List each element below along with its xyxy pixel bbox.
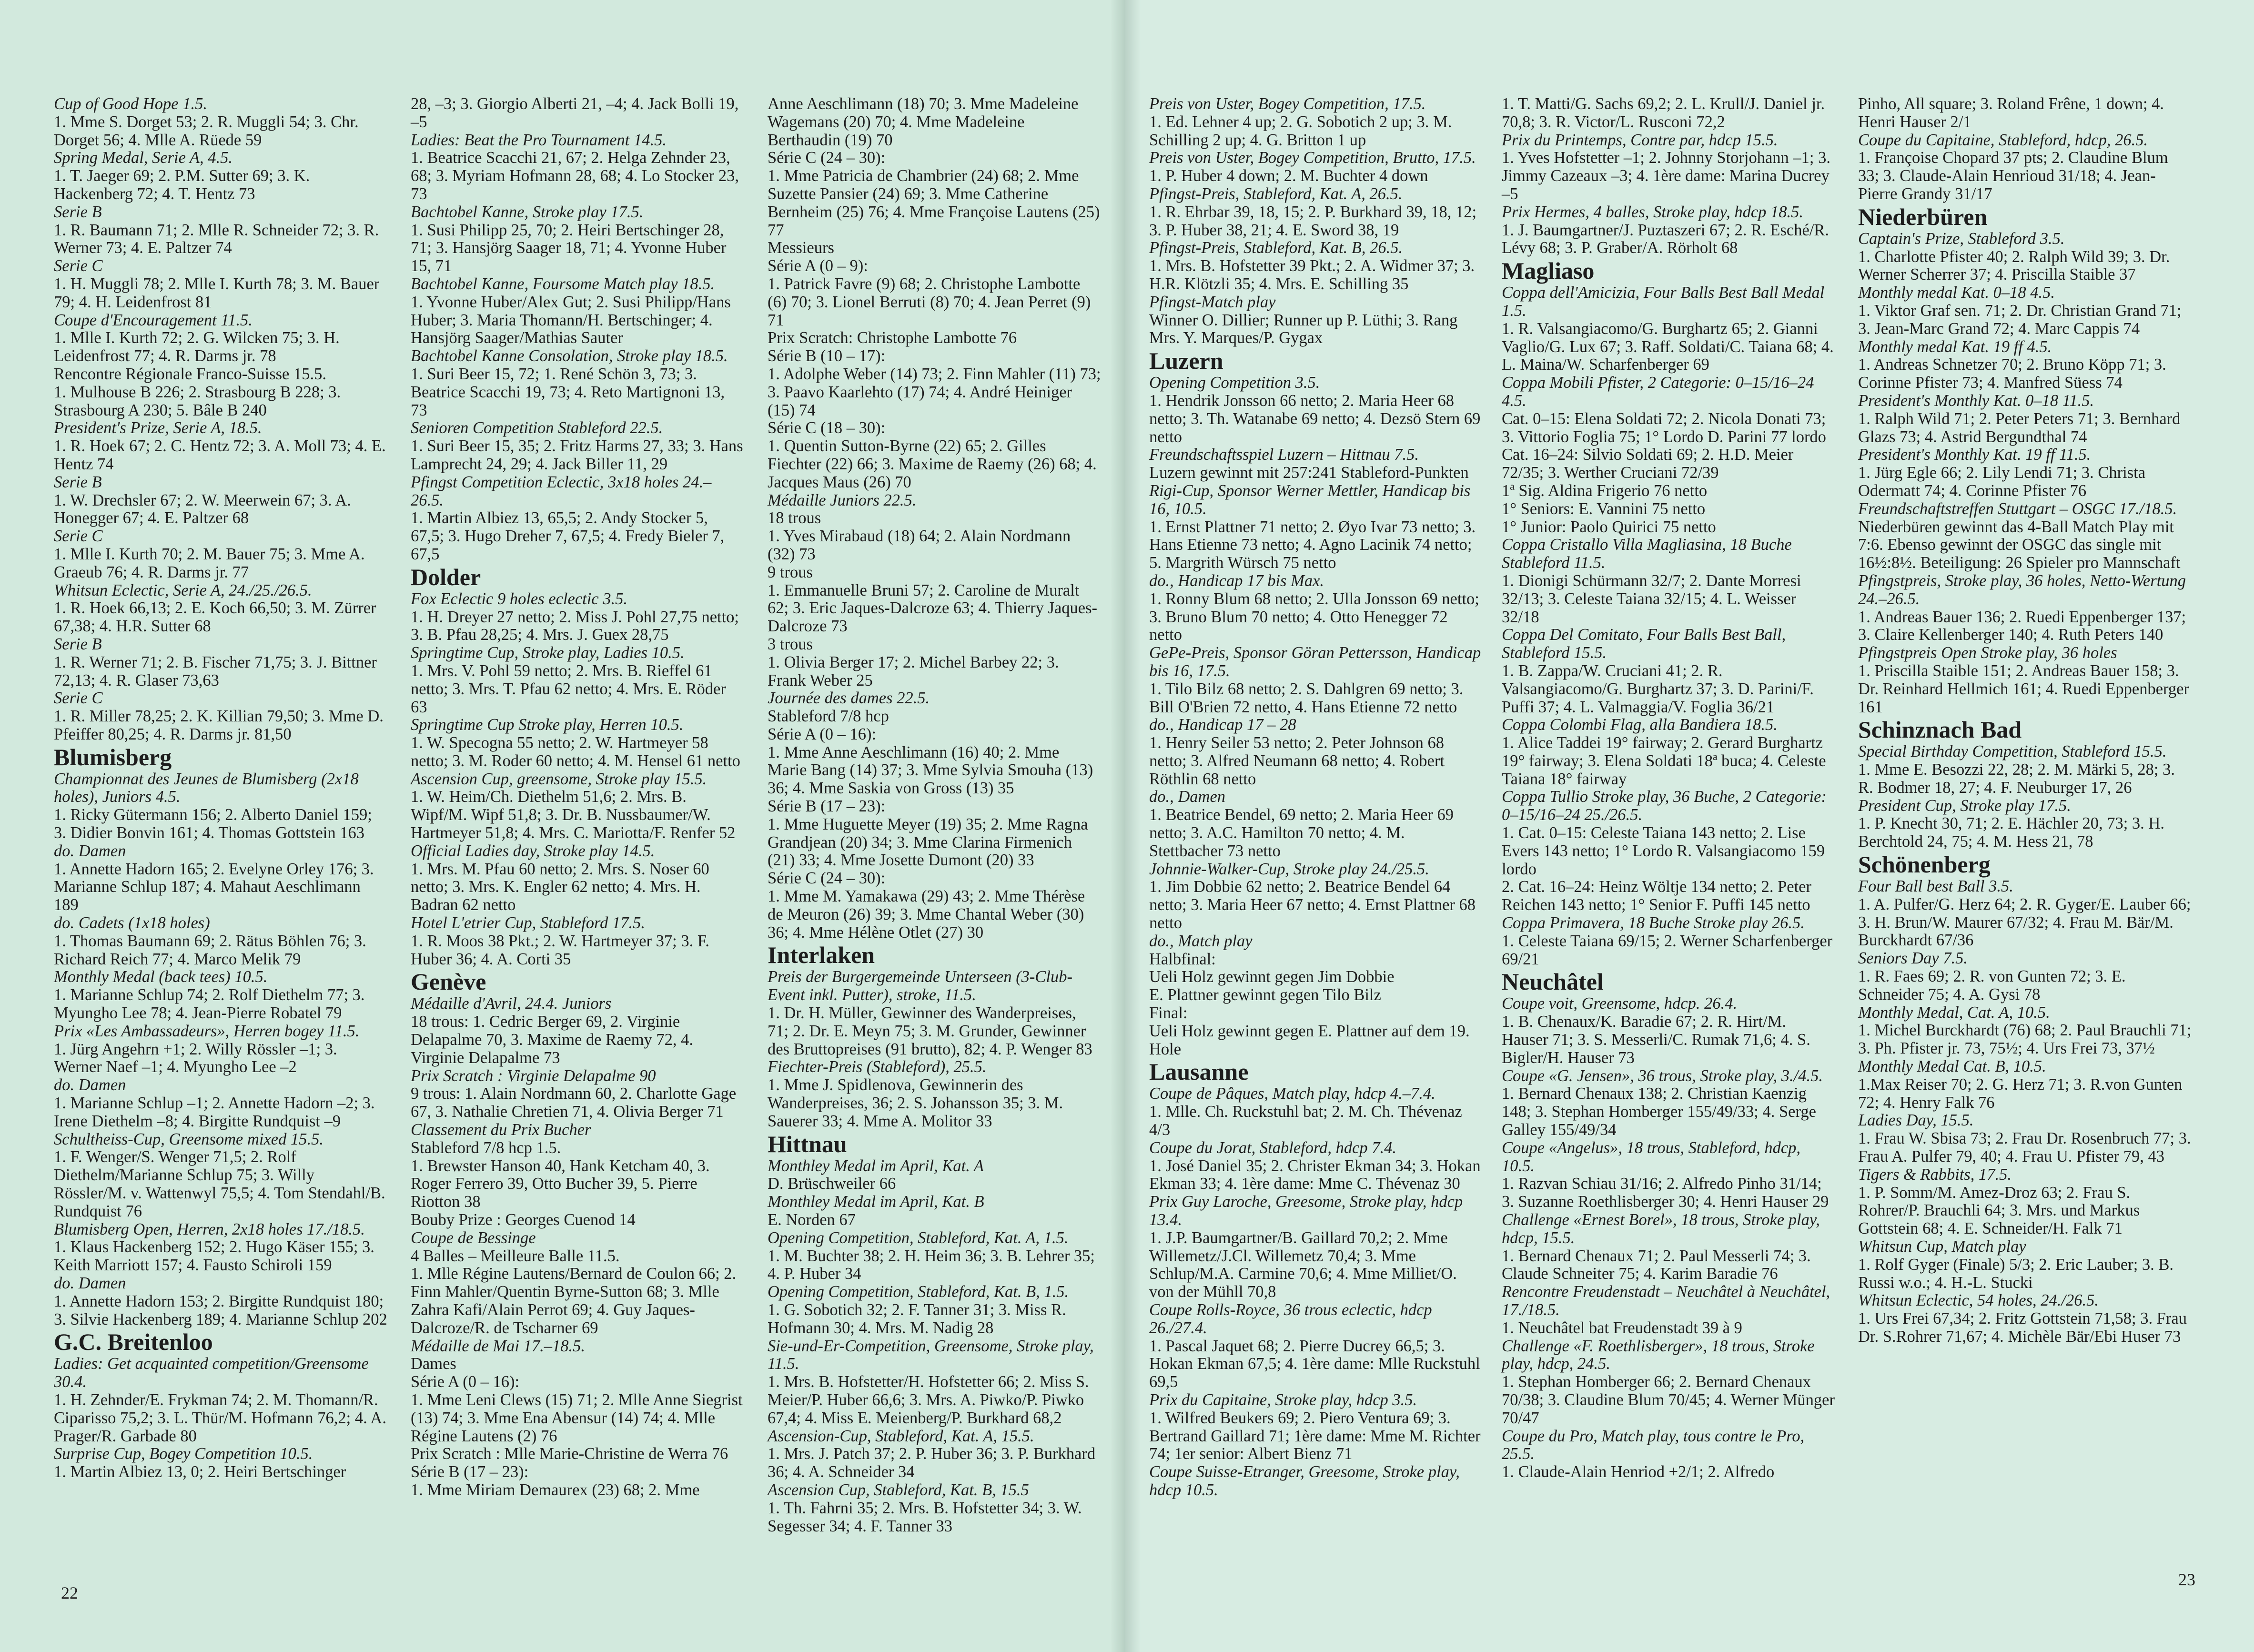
competition-title: Captain's Prize, Stableford 3.5. [1858, 229, 2065, 248]
competition-title: President Cup, Stroke play 17.5. [1858, 796, 2071, 815]
result-text: 1. Mlle I. Kurth 70; 2. M. Bauer 75; 3. Mme A. Graeub 76; 4. R. Darms jr. 77 [54, 545, 365, 581]
club-heading: Niederbüren [1858, 203, 1988, 230]
result-text: Final: [1149, 1004, 1188, 1023]
result-text: 1. Stephan Homberger 66; 2. Bernard Chenaux 70/38; 3. Claudine Blum 70/45; 4. Werner Münger 70/47 [1502, 1373, 1835, 1427]
competition-title: Coupe Suisse-Etranger, Greesome, Stroke play, hdcp 10.5. [1149, 1463, 1460, 1499]
result-text: 9 trous [768, 563, 813, 581]
competition-title: Fiechter-Preis (Stableford), 25.5. [768, 1058, 987, 1076]
competition-title: Monthly Medal Cat. B, 10.5. [1858, 1057, 2046, 1076]
competition-title: Coppa Cristallo Villa Magliasina, 18 Buche Stableford 11.5. [1502, 536, 1792, 572]
result-text: Série B (17 – 23): [768, 797, 886, 816]
result-text: 1° Junior: Paolo Quirici 75 netto [1502, 517, 1716, 536]
competition-title: do., Match play [1149, 932, 1253, 950]
competition-title: Rigi-Cup, Sponsor Werner Mettler, Handicap bis 16, 10.5. [1149, 481, 1471, 518]
result-text: 1. Brewster Hanson 40, Hank Ketcham 40, 3. Roger Ferrero 39, Otto Bucher 39, 5. Pierre Riotton 38 [411, 1156, 710, 1211]
result-text: 1. Jürg Egle 66; 2. Lily Lendi 71; 3. Christa Odermatt 74; 4. Corinne Pfister 76 [1858, 464, 2146, 500]
competition-title: Coppa Del Comitato, Four Balls Best Ball, Stableford 15.5. [1502, 626, 1786, 662]
result-text: 1. Rolf Gyger (Finale) 5/3; 2. Eric Lauber; 3. B. Russi w.o.; 4. H.-L. Stucki [1858, 1255, 2174, 1292]
result-text: 1ª Sig. Aldina Frigerio 76 netto [1502, 481, 1708, 500]
result-text: 1. Yves Hofstetter –1; 2. Johnny Storjohann –1; 3. Jimmy Cazeaux –3; 4. 1ère dame: Marina Ducrey –5 [1502, 149, 1830, 203]
result-text: 1. Jürg Angehrn +1; 2. Willy Rössler –1; 3. Werner Naef –1; 4. Myungho Lee –2 [54, 1040, 337, 1076]
competition-title: Monthly Medal (back tees) 10.5. [54, 968, 268, 986]
competition-title: Four Ball best Ball 3.5. [1858, 877, 2013, 896]
competition-title: Prix «Les Ambassadeurs», Herren bogey 11.5. [54, 1022, 360, 1040]
result-text: 4 Balles – Meilleure Balle 11.5. [411, 1247, 620, 1265]
result-text: 18 trous: 1. Cedric Berger 69, 2. Virginie Delapalme 70, 3. Maxime de Raemy 72, 4. Virginie Delapalme 73 [411, 1013, 694, 1067]
result-text: Winner O. Dillier; Runner up P. Lüthi; 3. Rang Mrs. Y. Marques/P. Gygax [1149, 311, 1458, 347]
result-text: Stableford 7/8 hcp 1.5. [411, 1138, 561, 1157]
result-text: Cat. 0–15: Elena Soldati 72; 2. Nicola Donati 73; 3. Vittorio Foglia 75; 1° Lordo D. Parini 77 lordo [1502, 409, 1826, 446]
competition-title: Coupe du Jorat, Stableford, hdcp 7.4. [1149, 1138, 1397, 1157]
result-text: Série B (17 – 23): [411, 1463, 529, 1481]
competition-title: Springtime Cup Stroke play, Herren 10.5. [411, 716, 684, 734]
club-heading: Hittnau [768, 1130, 847, 1157]
result-text: 1. Wilfred Beukers 69; 2. Piero Ventura 69; 3. Bertrand Gaillard 71; 1ère dame: Mme M. Richter 74; 1er senior: Albert Bienz 71 [1149, 1409, 1481, 1463]
competition-title: Opening Competition, Stableford, Kat. B, 1.5. [768, 1283, 1069, 1301]
result-text: 1. Beatrice Scacchi 21, 67; 2. Helga Zehnder 23, 68; 3. Myriam Hofmann 28, 68; 4. Lo Stocker 23, 73 [411, 149, 739, 203]
result-text: 1. Bernard Chenaux 138; 2. Christian Kaenzig 148; 3. Stephan Homberger 155/49/33; 4. Serge Galley 155/49/34 [1502, 1084, 1816, 1139]
club-heading: Schinznach Bad [1858, 716, 2022, 743]
result-text: E. Norden 67 [768, 1211, 856, 1229]
competition-title: Schultheiss-Cup, Greensome mixed 15.5. [54, 1130, 323, 1148]
competition-title: Cup of Good Hope 1.5. [54, 95, 207, 113]
result-text: 28, –3; 3. Giorgio Alberti 21, –4; 4. Jack Bolli 19, –5 [411, 95, 739, 131]
result-text: 1. T. Jaeger 69; 2. P.M. Sutter 69; 3. K. Hackenberg 72; 4. T. Hentz 73 [54, 167, 310, 203]
competition-title: Bachtobel Kanne Consolation, Stroke play 18.5. [411, 347, 728, 365]
result-text: 1. R. Miller 78,25; 2. K. Killian 79,50; 3. Mme D. Pfeiffer 80,25; 4. R. Darms jr. 81,50 [54, 707, 384, 743]
result-text: 1. Ralph Wild 71; 2. Peter Peters 71; 3. Bernhard Glazs 73; 4. Astrid Bergundthal 74 [1858, 409, 2181, 446]
competition-title: Journée des dames 22.5. [768, 689, 930, 708]
result-text: 1. P. Huber 4 down; 2. M. Buchter 4 down [1149, 167, 1428, 185]
result-text: 1. R. Hoek 67; 2. C. Hentz 72; 3. A. Moll 73; 4. E. Hentz 74 [54, 437, 386, 473]
result-text: 1. Dr. H. Müller, Gewinner des Wanderpreises, 71; 2. Dr. E. Meyn 75; 3. M. Grunder, Gewinner des Bruttopreises (91 brutto), 82; 4. P. Wenger 83 [768, 1004, 1092, 1058]
competition-title: Prix du Capitaine, Stroke play, hdcp 3.5. [1149, 1390, 1417, 1409]
competition-title: Monthly medal Kat. 19 ff 4.5. [1858, 337, 2052, 356]
competition-title: Coupe Rolls-Royce, 36 trous eclectic, hdcp 26./27.4. [1149, 1301, 1432, 1337]
competition-title: Rencontre Freudenstadt – Neuchâtel à Neuchâtel, 17./18.5. [1502, 1283, 1830, 1319]
result-text: 1. R. Faes 69; 2. R. von Gunten 72; 3. E. Schneider 75; 4. A. Gysi 78 [1858, 967, 2126, 1003]
competition-title: Coupe du Capitaine, Stableford, hdcp, 26.5. [1858, 131, 2148, 149]
result-text: 1. R. Valsangiacomo/G. Burghartz 65; 2. Gianni Vaglio/G. Lux 67; 3. Raff. Soldati/C. Taiana 68; 4. L. Maina/W. Scharfenberger 69 [1502, 319, 1834, 374]
result-text: 1. Dionigi Schürmann 32/7; 2. Dante Morresi 32/13; 3. Celeste Taiana 32/15; 4. L. Weisser 32/18 [1502, 571, 1801, 626]
competition-title: Prix Hermes, 4 balles, Stroke play, hdcp 18.5. [1502, 203, 1804, 221]
result-text: 1. Beatrice Bendel, 69 netto; 2. Maria Heer 69 netto; 3. A.C. Hamilton 70 netto; 4. M. Stettbacher 73 netto [1149, 806, 1454, 860]
result-text: 1. F. Wenger/S. Wenger 71,5; 2. Rolf Diethelm/Marianne Schlup 75; 3. Willy Rössler/M. v. Wattenwyl 75,5; 4. Tom Stendahl/B. Rundquist 76 [54, 1148, 385, 1220]
result-text: 1. T. Matti/G. Sachs 69,2; 2. L. Krull/J. Daniel jr. 70,8; 3. R. Victor/L. Rusconi 72,2 [1502, 95, 1825, 131]
competition-title: Hotel L'etrier Cup, Stableford 17.5. [411, 914, 645, 932]
competition-title: Monthley Medal im April, Kat. A [768, 1156, 984, 1175]
competition-title: President's Monthly Kat. 0–18 11.5. [1858, 391, 2094, 410]
result-text: 1. R. Werner 71; 2. B. Fischer 71,75; 3. J. Bittner 72,13; 4. R. Glaser 73,63 [54, 653, 377, 689]
result-text: 1. Olivia Berger 17; 2. Michel Barbey 22; 3. Frank Weber 25 [768, 653, 1059, 689]
result-text: 1. Martin Albiez 13, 0; 2. Heiri Bertschinger [54, 1463, 346, 1481]
club-heading: Interlaken [768, 942, 875, 969]
result-text: 1. Alice Taddei 19° fairway; 2. Gerard Burghartz 19° fairway; 3. Elena Soldati 18ª buca; 4. Celeste Taiana 18° fairway [1502, 734, 1826, 788]
competition-title: Sie-und-Er-Competition, Greensome, Stroke play, 11.5. [768, 1337, 1094, 1373]
club-heading: Schönenberg [1858, 851, 1991, 878]
result-text: Prix Scratch : Mlle Marie-Christine de Werra 76 [411, 1445, 728, 1463]
result-text: 1. Ed. Lehner 4 up; 2. G. Sobotich 2 up; 3. M. Schilling 2 up; 4. G. Britton 1 up [1149, 112, 1452, 149]
competition-title: Fox Eclectic 9 holes eclectic 3.5. [411, 589, 627, 608]
result-text: 1. Mme J. Spidlenova, Gewinnerin des Wanderpreises, 36; 2. S. Johansson 35; 3. M. Sauerer 33; 4. Mme A. Molitor 33 [768, 1076, 1063, 1130]
text-column-1 [54, 95, 387, 1481]
result-text: 1. Mme E. Besozzi 22, 28; 2. M. Märki 5, 28; 3. R. Bodmer 18, 27; 4. F. Neuburger 17, 26 [1858, 760, 2175, 797]
club-heading: Neuchâtel [1502, 968, 1604, 995]
competition-title: Bachtobel Kanne, Stroke play 17.5. [411, 203, 644, 221]
competition-title: Whitsun Eclectic, 54 holes, 24./26.5. [1858, 1291, 2099, 1310]
result-text: 2. Cat. 16–24: Heinz Wöltje 134 netto; 2. Peter Reichen 143 netto; 1° Senior F. Puffi 145 netto [1502, 878, 1811, 914]
competition-title: Opening Competition 3.5. [1149, 374, 1320, 392]
result-text: 1. Celeste Taiana 69/15; 2. Werner Scharfenberger 69/21 [1502, 932, 1833, 968]
result-text: 1. Razvan Schiau 31/16; 2. Alfredo Pinho 31/14; 3. Suzanne Roethlisberger 30; 4. Henri Hauser 29 [1502, 1175, 1829, 1211]
competition-title: Serie B [54, 203, 102, 221]
result-text: 1. Claude-Alain Henriod +2/1; 2. Alfredo [1502, 1463, 1775, 1481]
result-text: 1. Urs Frei 67,34; 2. Fritz Gottstein 71,58; 3. Frau Dr. S.Rohrer 71,67; 4. Michèle Bär/Ebi Huser 73 [1858, 1309, 2187, 1346]
competition-title: Special Birthday Competition, Stableford 15.5. [1858, 742, 2167, 761]
result-text: E. Plattner gewinnt gegen Tilo Bilz [1149, 986, 1381, 1004]
competition-title: do. Damen [54, 1274, 126, 1292]
text-column-3 [768, 95, 1101, 1535]
result-text: 1. B. Zappa/W. Cruciani 41; 2. R. Valsangiacomo/G. Burghartz 37; 3. D. Parini/F. Puffi 37; 4. L. Valmaggia/V. Foglia 36/21 [1502, 661, 1814, 716]
result-text: 1. Th. Fahrni 35; 2. Mrs. B. Hofstetter 34; 3. W. Segesser 34; 4. F. Tanner 33 [768, 1499, 1082, 1535]
result-text: Pinho, All square; 3. Roland Frêne, 1 down; 4. Henri Hauser 2/1 [1858, 95, 2164, 131]
result-text: 1. J.P. Baumgartner/B. Gaillard 70,2; 2. Mme Willemetz/J.Cl. Willemetz 70,4; 3. Mme Schlup/M.A. Carmine 70,6; 4. Mme Milliet/O. von der Mühll 70,8 [1149, 1228, 1457, 1301]
result-text: 1. Martin Albiez 13, 65,5; 2. Andy Stocker 5, 67,5; 3. Hugo Dreher 7, 67,5; 4. Fredy Bieler 7, 67,5 [411, 509, 725, 563]
result-text: 1. Mlle. Ch. Ruckstuhl bat; 2. M. Ch. Thévenaz 4/3 [1149, 1103, 1462, 1139]
result-text: 1. Mlle I. Kurth 72; 2. G. Wilcken 75; 3. H. Leidenfrost 77; 4. R. Darms jr. 78 [54, 329, 340, 365]
result-text: 1. Ronny Blum 68 netto; 2. Ulla Jonsson 69 netto; 3. Bruno Blum 70 netto; 4. Otto Henegger 72 netto [1149, 589, 1479, 644]
result-text: 1. Mrs. V. Pohl 59 netto; 2. Mrs. B. Rieffel 61 netto; 3. Mrs. T. Pfau 62 netto; 4. Mrs. E. Röder 63 [411, 661, 726, 716]
competition-title: do. Cadets (1x18 holes) [54, 914, 210, 932]
text-column-2 [411, 95, 744, 1500]
competition-title: Challenge «F. Roethlisberger», 18 trous, Stroke play, hdcp, 24.5. [1502, 1337, 1815, 1373]
result-text: 1. Adolphe Weber (14) 73; 2. Finn Mahler (11) 73; 3. Paavo Kaarlehto (17) 74; 4. André Heiniger (15) 74 [768, 365, 1101, 419]
competition-title: President's Prize, Serie A, 18.5. [54, 419, 262, 437]
result-text: Halbfinal: [1149, 950, 1216, 968]
result-text: Messieurs [768, 239, 834, 257]
competition-title: Pfingstpreis Open Stroke play, 36 holes [1858, 644, 2117, 662]
result-text: 1. Annette Hadorn 165; 2. Evelyne Orley 176; 3. Marianne Schlup 187; 4. Mahaut Aeschlimann 189 [54, 860, 374, 914]
competition-title: Coupe voit, Greensome, hdcp. 26.4. [1502, 994, 1738, 1013]
result-text: 1. R. Hoek 66,13; 2. E. Koch 66,50; 3. M. Zürrer 67,38; 4. H.R. Sutter 68 [54, 599, 376, 636]
competition-title: Serie B [54, 473, 102, 491]
result-text: 1. Patrick Favre (9) 68; 2. Christophe Lambotte (6) 70; 3. Lionel Berruti (8) 70; 4. Jean Perret (9) 71 [768, 274, 1091, 329]
competition-title: Springtime Cup, Stroke play, Ladies 10.5. [411, 644, 685, 662]
result-text: 1. M. Buchter 38; 2. H. Heim 36; 3. B. Lehrer 35; 4. P. Huber 34 [768, 1247, 1095, 1283]
club-heading: G.C. Breitenloo [54, 1328, 213, 1356]
competition-title: Coppa dell'Amicizia, Four Balls Best Ball Medal 1.5. [1502, 284, 1825, 320]
result-text: 1. W. Specogna 55 netto; 2. W. Hartmeyer 58 netto; 3. M. Roder 60 netto; 4. M. Hensel 61 netto [411, 734, 740, 770]
text-column-6 [1858, 95, 2192, 1346]
result-text: 1. P. Somm/M. Amez-Droz 63; 2. Frau S. Rohrer/P. Brauchli 64; 3. Mrs. und Markus Gottstein 68; 4. E. Schneider/H. Falk 71 [1858, 1183, 2140, 1238]
result-text: 1. H. Zehnder/E. Frykman 74; 2. M. Thomann/R. Ciparisso 75,2; 3. L. Thür/M. Hofmann 76,2; 4. A. Prager/R. Garbade 80 [54, 1390, 386, 1445]
result-text: 1. Mme Patricia de Chambrier (24) 68; 2. Mme Suzette Pansier (24) 69; 3. Mme Catherine Bernheim (25) 76; 4. Mme Françoise Lautens (25) 77 [768, 167, 1100, 239]
result-text: 1. Mlle Régine Lautens/Bernard de Coulon 66; 2. Finn Mahler/Quentin Byrne-Sutton 68; 3. Mlle Zahra Kafi/Alain Perrot 69; 4. Guy Jaques-Dalcroze/R. de Tscharner 69 [411, 1265, 737, 1337]
result-text: 1. Marianne Schlup 74; 2. Rolf Diethelm 77; 3. Myungho Lee 78; 4. Jean-Pierre Robatel 79 [54, 986, 365, 1023]
competition-title: President's Monthly Kat. 19 ff 11.5. [1858, 446, 2091, 464]
page-number-right: 23 [2178, 1570, 2195, 1589]
competition-title: Freundschaftsspiel Luzern – Hittnau 7.5. [1149, 446, 1419, 464]
competition-title: do., Handicap 17 bis Max. [1149, 571, 1324, 590]
competition-title: Coupe «Angelus», 18 trous, Stableford, hdcp, 10.5. [1502, 1138, 1801, 1175]
competition-title: Preis von Uster, Bogey Competition, Brutto, 17.5. [1149, 149, 1476, 167]
result-text: Bouby Prize : Georges Cuenod 14 [411, 1211, 636, 1229]
result-text: 1. Bernard Chenaux 71; 2. Paul Messerli 74; 3. Claude Schneiter 75; 4. Karim Baradie 76 [1502, 1247, 1811, 1283]
result-text: 1. Charlotte Pfister 40; 2. Ralph Wild 39; 3. Dr. Werner Scherrer 37; 4. Priscilla Staible 37 [1858, 247, 2170, 284]
result-text: 1. Mme Anne Aeschlimann (16) 40; 2. Mme Marie Bang (14) 37; 3. Mme Sylvia Smouha (13) 36; 4. Mme Saskia von Gross (13) 35 [768, 743, 1093, 798]
result-text: 1. H. Dreyer 27 netto; 2. Miss J. Pohl 27,75 netto; 3. B. Pfau 28,25; 4. Mrs. J. Guex 28,75 [411, 608, 739, 644]
page-number-left: 22 [61, 1583, 78, 1602]
competition-title: Senioren Competition Stableford 22.5. [411, 419, 663, 437]
competition-title: Pfingst Competition Eclectic, 3x18 holes 24.–26.5. [411, 473, 712, 509]
result-text: D. Brüschweiler 66 [768, 1175, 896, 1193]
result-text: 1. Klaus Hackenberg 152; 2. Hugo Käser 155; 3. Keith Marriott 157; 4. Fausto Schiroli 159 [54, 1238, 374, 1275]
result-text: 1. Mrs. M. Pfau 60 netto; 2. Mrs. S. Noser 60 netto; 3. Mrs. K. Engler 62 netto; 4. Mrs. H. Badran 62 netto [411, 860, 709, 914]
result-text: Prix Scratch: Christophe Lambotte 76 [768, 329, 1017, 347]
result-text: 1. Tilo Bilz 68 netto; 2. S. Dahlgren 69 netto; 3. Bill O'Brien 72 netto, 4. Hans Etienne 72 netto [1149, 679, 1464, 716]
competition-title: Blumisberg Open, Herren, 2x18 holes 17./18.5. [54, 1220, 365, 1238]
competition-title: Ladies Day, 15.5. [1858, 1111, 1974, 1130]
competition-title: Monthley Medal im April, Kat. B [768, 1193, 984, 1211]
competition-title: Prix Scratch : Virginie Delapalme 90 [411, 1066, 656, 1085]
result-text: 1. Jim Dobbie 62 netto; 2. Beatrice Bendel 64 netto; 3. Maria Heer 67 netto; 4. Ernst Plattner 68 netto [1149, 878, 1476, 932]
result-text: 1. Mrs. J. Patch 37; 2. P. Huber 36; 3. P. Burkhard 36; 4. A. Schneider 34 [768, 1445, 1096, 1481]
club-heading: Lausanne [1149, 1058, 1249, 1085]
result-text: 1° Seniors: E. Vannini 75 netto [1502, 499, 1706, 518]
result-text: Ueli Holz gewinnt gegen E. Plattner auf dem 19. Hole [1149, 1022, 1470, 1058]
competition-title: Classement du Prix Bucher [411, 1121, 591, 1139]
result-text: 1. W. Heim/Ch. Diethelm 51,6; 2. Mrs. B. Wipf/M. Wipf 51,8; 3. Dr. B. Nussbaumer/W. Hartmeyer 51,8; 4. Mrs. C. Mariotta/F. Renfer 52 [411, 788, 736, 842]
result-text: Dames [411, 1355, 456, 1373]
competition-title: Preis der Burgergemeinde Unterseen (3-Club-Event inkl. Putter), stroke, 11.5. [768, 968, 1073, 1004]
result-text: 1. Frau W. Sbisa 73; 2. Frau Dr. Rosenbruch 77; 3. Frau A. Pulfer 79, 40; 4. Frau U. Pfister 79, 43 [1858, 1129, 2191, 1166]
result-text: 1. Thomas Baumann 69; 2. Rätus Böhlen 76; 3. Richard Reich 77; 4. Marco Melik 79 [54, 932, 366, 968]
competition-title: Official Ladies day, Stroke play 14.5. [411, 841, 655, 860]
result-text: Série C (24 – 30): [768, 149, 886, 167]
competition-title: Ascension-Cup, Stableford, Kat. A, 15.5. [768, 1427, 1034, 1445]
result-text: 1. J. Baumgartner/J. Puztaszeri 67; 2. R. Esché/R. Lévy 68; 3. P. Graber/A. Rörholt 68 [1502, 221, 1829, 257]
club-heading: Genève [411, 968, 486, 995]
competition-title: Coupe d'Encouragement 11.5. [54, 311, 253, 329]
result-text: 1. Ricky Gütermann 156; 2. Alberto Daniel 159; 3. Didier Bonvin 161; 4. Thomas Gottstein 163 [54, 806, 372, 842]
result-text: 1. Neuchâtel bat Freudenstadt 39 à 9 [1502, 1318, 1742, 1337]
result-text: 1. Emmanuelle Bruni 57; 2. Caroline de Muralt 62; 3. Eric Jaques-Dalcroze 63; 4. Thierry Jaques-Dalcroze 73 [768, 581, 1098, 636]
result-text: 1. Suri Beer 15, 35; 2. Fritz Harms 27, 33; 3. Hans Lamprecht 24, 29; 4. Jack Biller 11, 29 [411, 437, 743, 473]
result-text: 1. Marianne Schlup –1; 2. Annette Hadorn –2; 3. Irene Diethelm –8; 4. Birgitte Rundquist –9 [54, 1094, 375, 1130]
result-text: Stableford 7/8 hcp [768, 707, 889, 726]
competition-title: do., Handicap 17 – 28 [1149, 716, 1296, 734]
result-text: 1. Mme Huguette Meyer (19) 35; 2. Mme Ragna Grandjean (20) 34; 3. Mme Clarina Firmenich (21) 33; 4. Mme Josette Dumont (20) 33 [768, 815, 1088, 870]
result-text: 1. W. Drechsler 67; 2. W. Meerwein 67; 3. A. Honegger 67; 4. E. Paltzer 68 [54, 491, 351, 527]
result-text: Série C (24 – 30): [768, 869, 886, 888]
result-text: Série A (0 – 16): [411, 1373, 520, 1391]
page-gutter [1110, 0, 1141, 1652]
competition-title: Médaille de Mai 17.–18.5. [411, 1337, 586, 1355]
result-text: 1. Annette Hadorn 153; 2. Birgitte Rundquist 180; 3. Silvie Hackenberg 189; 4. Marianne Schlup 202 [54, 1292, 387, 1328]
result-text: 1. Mulhouse B 226; 2. Strasbourg B 228; 3. Strasbourg A 230; 5. Bâle B 240 [54, 383, 341, 419]
result-text: Cat. 16–24: Silvio Soldati 69; 2. H.D. Meier 72/35; 3. Werther Cruciani 72/39 [1502, 446, 1794, 482]
result-text: 1. Andreas Schnetzer 70; 2. Bruno Köpp 71; 3. Corinne Pfister 73; 4. Manfred Süess 74 [1858, 355, 2166, 392]
competition-title: Pfingst-Preis, Stableford, Kat. A, 26.5. [1149, 184, 1403, 203]
competition-title: Pfingstpreis, Stroke play, 36 holes, Netto-Wertung 24.–26.5. [1858, 571, 2186, 608]
result-text: 1. Susi Philipp 25, 70; 2. Heiri Bertschinger 28, 71; 3. Hansjörg Saager 18, 71; 4. Yvonne Huber 15, 71 [411, 221, 727, 275]
result-text: 1. Hendrik Jonsson 66 netto; 2. Maria Heer 68 netto; 3. Th. Watanabe 69 netto; 4. Dezsö Stern 69 netto [1149, 391, 1481, 446]
result-text: 1. Priscilla Staible 151; 2. Andreas Bauer 158; 3. Dr. Reinhard Hellmich 161; 4. Ruedi Eppenberger 161 [1858, 661, 2189, 716]
competition-title: Coupe «G. Jensen», 36 trous, Stroke play, 3./4.5. [1502, 1066, 1823, 1085]
competition-title: Coppa Primavera, 18 Buche Stroke play 26.5. [1502, 914, 1805, 932]
competition-title: Médaille Juniors 22.5. [768, 491, 917, 509]
result-text: 1. A. Pulfer/G. Herz 64; 2. R. Gyger/E. Lauber 66; 3. H. Brun/W. Maurer 67/32; 4. Frau M. Bär/M. Burckhardt 67/36 [1858, 895, 2191, 950]
result-text: 1. R. Baumann 71; 2. Mlle R. Schneider 72; 3. R. Werner 73; 4. E. Paltzer 74 [54, 221, 379, 257]
competition-title: Monthly medal Kat. 0–18 4.5. [1858, 284, 2055, 302]
competition-title: Opening Competition, Stableford, Kat. A, 1.5. [768, 1228, 1069, 1247]
result-text: 1. Mme M. Yamakawa (29) 43; 2. Mme Thérèse de Meuron (26) 39; 3. Mme Chantal Weber (30) 36; 4. Mme Hélène Otlet (27) 30 [768, 887, 1085, 942]
competition-title: Serie C [54, 257, 103, 275]
result-text: 1. José Daniel 35; 2. Christer Ekman 34; 3. Hokan Ekman 33; 4. 1ère dame: Mme C. Thévenaz 30 [1149, 1156, 1481, 1193]
competition-title: Whitsun Eclectic, Serie A, 24./25./26.5. [54, 581, 312, 599]
result-text: Niederbüren gewinnt das 4-Ball Match Play mit 7:6. Ebenso gewinnt der OSGC das single mit 16½:8½. Beteiligung: 26 Spieler pro Mannschaft [1858, 517, 2181, 572]
competition-title: Coupe de Bessinge [411, 1228, 536, 1247]
competition-title: Coupe de Pâques, Match play, hdcp 4.–7.4. [1149, 1084, 1435, 1103]
competition-title: Pfingst-Preis, Stableford, Kat. B, 26.5. [1149, 239, 1403, 257]
text-column-5 [1502, 95, 1835, 1481]
result-text: 1. Mme Miriam Demaurex (23) 68; 2. Mme [411, 1480, 700, 1499]
result-text: 1. Suri Beer 15, 72; 1. René Schön 3, 73; 3. Beatrice Scacchi 19, 73; 4. Reto Martignoni 13, 73 [411, 365, 725, 419]
competition-title: Coppa Mobili Pfister, 2 Categorie: 0–15/16–24 4.5. [1502, 374, 1814, 410]
competition-title: Championnat des Jeunes de Blumisberg (2x18 holes), Juniors 4.5. [54, 770, 359, 806]
result-text: 1. B. Chenaux/K. Baradie 67; 2. R. Hirt/M. Hauser 71; 3. S. Messerli/C. Rumak 71,6; 4. S. Bigler/H. Hauser 73 [1502, 1013, 1810, 1067]
result-text: 1. G. Sobotich 32; 2. F. Tanner 31; 3. Miss R. Hofmann 30; 4. Mrs. M. Nadig 28 [768, 1301, 1066, 1337]
result-text: 1. Viktor Graf sen. 71; 2. Dr. Christian Grand 71; 3. Jean-Marc Grand 72; 4. Marc Cappis 74 [1858, 301, 2182, 338]
result-text: 1. Pascal Jaquet 68; 2. Pierre Ducrey 66,5; 3. Hokan Ekman 67,5; 4. 1ère dame: Mlle Ruckstuhl 69,5 [1149, 1337, 1480, 1391]
competition-title: Spring Medal, Serie A, 4.5. [54, 149, 232, 167]
result-text: Série A (0 – 16): [768, 725, 877, 743]
result-text: 1. Mme Leni Clews (15) 71; 2. Mlle Anne Siegrist (13) 74; 3. Mme Ena Abensur (14) 74; 4. Mlle Régine Lautens (2) 76 [411, 1390, 743, 1445]
competition-title: do. Damen [54, 1076, 126, 1095]
result-text: 1. Ernst Plattner 71 netto; 2. Øyo Ivar 73 netto; 3. Hans Etienne 73 netto; 4. Agno Lacinik 74 netto; 5. Margrith Würsch 75 netto [1149, 517, 1476, 572]
competition-title: Surprise Cup, Bogey Competition 10.5. [54, 1445, 313, 1463]
competition-title: Serie C [54, 527, 103, 546]
competition-title: Tigers & Rabbits, 17.5. [1858, 1165, 2012, 1184]
result-text: 1. Yves Mirabaud (18) 64; 2. Alain Nordmann (32) 73 [768, 527, 1071, 563]
result-text: Anne Aeschlimann (18) 70; 3. Mme Madeleine Wagemans (20) 70; 4. Mme Madeleine Berthaudin (19) 70 [768, 95, 1079, 149]
competition-title: Preis von Uster, Bogey Competition, 17.5. [1149, 95, 1426, 113]
club-heading: Magliaso [1502, 257, 1595, 284]
result-text: 1. Mme S. Dorget 53; 2. R. Muggli 54; 3. Chr. Dorget 56; 4. Mlle A. Rüede 59 [54, 112, 359, 149]
competition-title: Prix Guy Laroche, Greesome, Stroke play, hdcp 13.4. [1149, 1193, 1463, 1229]
competition-title: Seniors Day 7.5. [1858, 949, 1968, 968]
result-text: 1. Quentin Sutton-Byrne (22) 65; 2. Gilles Fiechter (22) 66; 3. Maxime de Raemy (26) 68; 4. Jacques Maus (26) 70 [768, 437, 1097, 491]
club-heading: Luzern [1149, 347, 1223, 375]
competition-title: Médaille d'Avril, 24.4. Juniors [411, 994, 612, 1013]
competition-title: Serie B [54, 635, 102, 653]
competition-title: Ascension Cup, Stableford, Kat. B, 15.5 [768, 1480, 1029, 1499]
result-text: 18 trous [768, 509, 821, 527]
result-text: Série C (18 – 30): [768, 419, 886, 437]
result-text: 3 trous [768, 635, 813, 653]
result-text: 1. Mrs. B. Hofstetter/H. Hofstetter 66; 2. Miss S. Meier/P. Huber 66,6; 3. Mrs. A. Piwko/P. Piwko 67,4; 4. Miss E. Meienberg/P. Burkhard 68,2 [768, 1373, 1089, 1427]
competition-title: Ladies: Beat the Pro Tournament 14.5. [411, 131, 667, 149]
result-text: 1. R. Ehrbar 39, 18, 15; 2. P. Burkhard 39, 18, 12; 3. P. Huber 38, 21; 4. E. Sword 38, 19 [1149, 203, 1477, 239]
competition-title: Bachtobel Kanne, Foursome Match play 18.5. [411, 274, 715, 293]
result-text: 1. Yvonne Huber/Alex Gut; 2. Susi Philipp/Hans Huber; 3. Maria Thomann/H. Bertschinger; 4. Hansjörg Saager/Mathias Sauter [411, 293, 731, 347]
competition-title: GePe-Preis, Sponsor Göran Pettersson, Handicap bis 16, 17.5. [1149, 644, 1481, 680]
result-text: 1. Cat. 0–15: Celeste Taiana 143 netto; 2. Lise Evers 143 netto; 1° Lordo R. Valsangiacomo 159 lordo [1502, 824, 1825, 878]
competition-title: Coppa Tullio Stroke play, 36 Buche, 2 Categorie: 0–15/16–24 25./26.5. [1502, 788, 1827, 824]
result-text: 9 trous: 1. Alain Nordmann 60, 2. Charlotte Gage 67, 3. Nathalie Chretien 71, 4. Olivia Berger 71 [411, 1084, 737, 1121]
result-text: Série A (0 – 9): [768, 257, 868, 275]
result-text: 1.Max Reiser 70; 2. G. Herz 71; 3. R.von Gunten 72; 4. Henry Falk 76 [1858, 1075, 2183, 1112]
text-column-4 [1149, 95, 1483, 1500]
result-text: 1. Henry Seiler 53 netto; 2. Peter Johnson 68 netto; 3. Alfred Neumann 68 netto; 4. Robert Röthlin 68 netto [1149, 734, 1445, 788]
competition-title: do. Damen [54, 841, 126, 860]
result-text: 1. Françoise Chopard 37 pts; 2. Claudine Blum 33; 3. Claude-Alain Henrioud 31/18; 4. Jean-Pierre Grandy 31/17 [1858, 149, 2168, 203]
competition-title: Whitsun Cup, Match play [1858, 1237, 2026, 1256]
competition-title: Coupe du Pro, Match play, tous contre le Pro, 25.5. [1502, 1427, 1805, 1463]
competition-title: do., Damen [1149, 788, 1226, 806]
result-text: 1. Mrs. B. Hofstetter 39 Pkt.; 2. A. Widmer 37; 3. H.R. Klötzli 35; 4. Mrs. E. Schilling 35 [1149, 257, 1475, 293]
result-text: 1. P. Knecht 30, 71; 2. E. Hächler 20, 73; 3. H. Berchtold 24, 75; 4. M. Hess 21, 78 [1858, 814, 2164, 851]
competition-title: Coppa Colombi Flag, alla Bandiera 18.5. [1502, 716, 1778, 734]
competition-title: Challenge «Ernest Borel», 18 trous, Stroke play, hdcp, 15.5. [1502, 1211, 1820, 1247]
result-text: 1. Andreas Bauer 136; 2. Ruedi Eppenberger 137; 3. Claire Kellenberger 140; 4. Ruth Peters 140 [1858, 608, 2186, 644]
result-text: 1. R. Moos 38 Pkt.; 2. W. Hartmeyer 37; 3. F. Huber 36; 4. A. Corti 35 [411, 932, 709, 968]
competition-title: Ladies: Get acquainted competition/Greensome 30.4. [54, 1355, 369, 1391]
competition-title: Freundschaftstreffen Stuttgart – OSGC 17./18.5. [1858, 499, 2177, 518]
competition-title: Prix du Printemps, Contre par, hdcp 15.5. [1502, 131, 1778, 149]
result-text: Rencontre Régionale Franco-Suisse 15.5. [54, 365, 326, 383]
club-heading: Dolder [411, 563, 481, 590]
competition-title: Johnnie-Walker-Cup, Stroke play 24./25.5. [1149, 860, 1429, 878]
result-text: Ueli Holz gewinnt gegen Jim Dobbie [1149, 968, 1395, 986]
result-text: Luzern gewinnt mit 257:241 Stableford-Punkten [1149, 464, 1469, 482]
result-text: Série B (10 – 17): [768, 347, 886, 365]
competition-title: Pfingst-Match play [1149, 293, 1276, 311]
competition-title: Serie C [54, 689, 103, 708]
competition-title: Ascension Cup, greensome, Stroke play 15.5. [411, 770, 707, 788]
result-text: 1. Michel Burckhardt (76) 68; 2. Paul Brauchli 71; 3. Ph. Pfister jr. 73, 75½; 4. Urs Frei 73, 37½ [1858, 1021, 2192, 1058]
club-heading: Blumisberg [54, 743, 172, 770]
competition-title: Monthly Medal, Cat. A, 10.5. [1858, 1003, 2050, 1022]
result-text: 1. H. Muggli 78; 2. Mlle I. Kurth 78; 3. M. Bauer 79; 4. H. Leidenfrost 81 [54, 274, 380, 311]
